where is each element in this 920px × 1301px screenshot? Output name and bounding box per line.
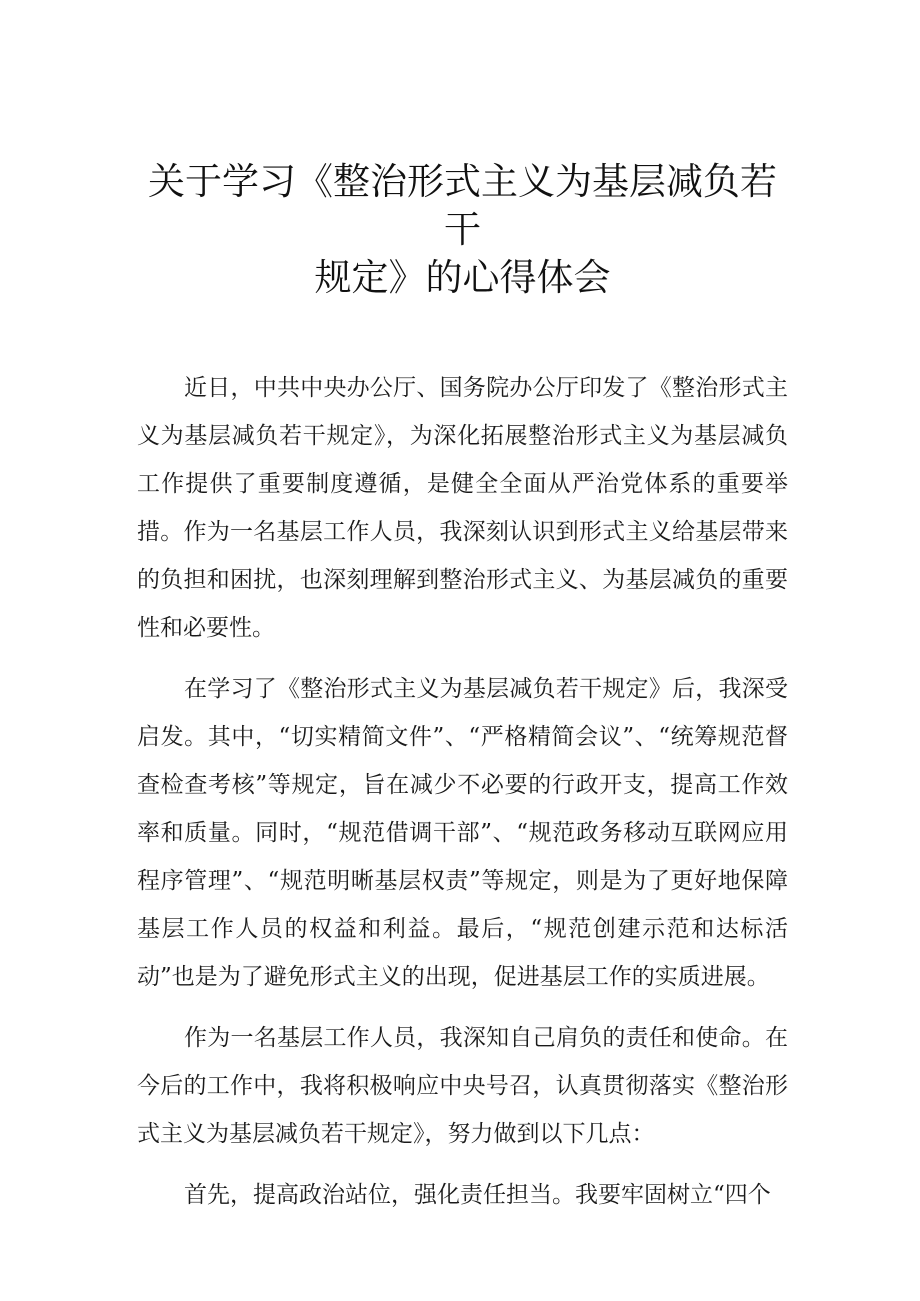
paragraph-2: 在学习了《整治形式主义为基层减负若干规定》后，我深受启发。其中，“切实精简文件”、“严格精简会议”、“统筹规范督查检查考核”等规定，旨在减少不必要的行政开支，提高工作效率和质量。同时，“规范借调干部”、“规范政务移动互联网应用程序管理”、“规范明晰基层权责”等规定，则是为了更好地保障基层工作人员的权益和利益。最后，“规范创建示范和达标活动”也是为了避免形式主义的出现，促进基层工作的实质进展。 — [137, 676, 788, 990]
paragraph-4: 首先，提高政治站位，强化责任担当。我要牢固树立“四个 — [184, 1182, 771, 1208]
document-body — [137, 364, 788, 1219]
title-line-2: 规定》的心得体会 — [314, 256, 611, 299]
paragraph-3: 作为一名基层工作人员，我深知自己肩负的责任和使命。在今后的工作中，我将积极响应中央号召，认真贯彻落实《整治形式主义为基层减负若干规定》，努力做到以下几点： — [137, 1025, 788, 1147]
paragraph-1: 近日，中共中央办公厅、国务院办公厅印发了《整治形式主义为基层减负若干规定》，为深化拓展整治形式主义为基层减负工作提供了重要制度遵循，是健全全面从严治党体系的重要举措。作为一名基层工作人员，我深刻认识到形式主义给基层带来的负担和困扰，也深刻理解到整治形式主义、为基层减负的重要性和必要性。 — [137, 375, 788, 641]
title-line-1: 关于学习《整治形式主义为基层减负若干 — [148, 160, 777, 251]
document-title — [137, 158, 788, 302]
